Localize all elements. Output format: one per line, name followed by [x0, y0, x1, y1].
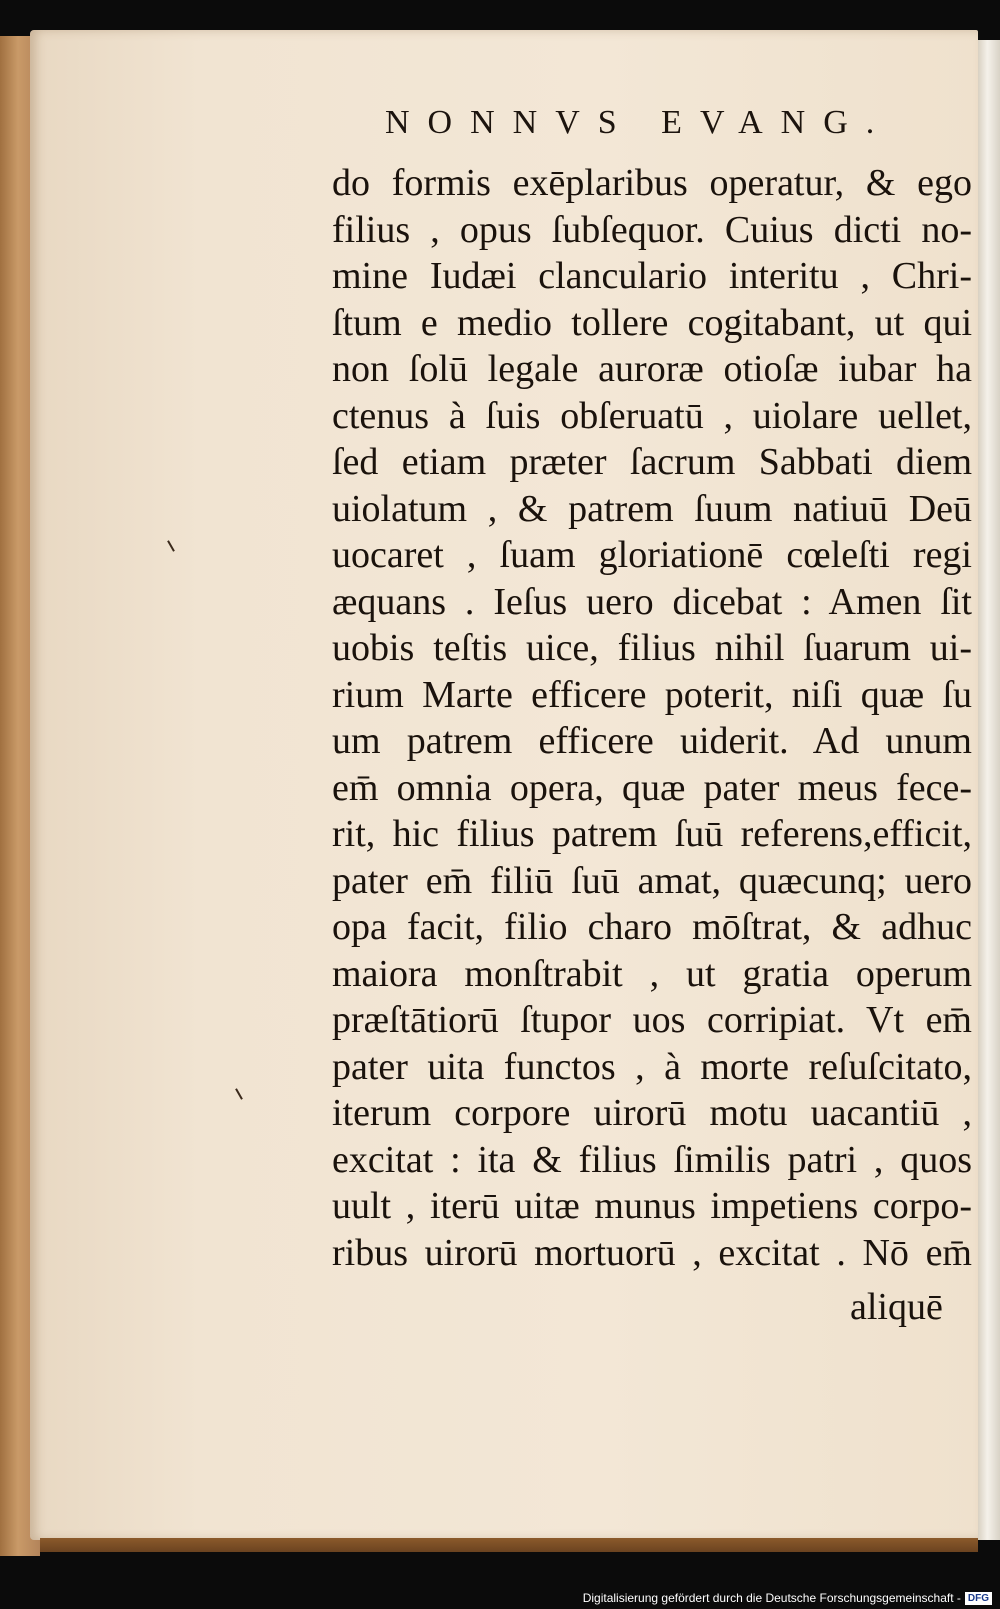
- text-line: uult , iterū uitæ munus impetiens corpo-: [332, 1185, 972, 1227]
- dfg-logo: DFG: [965, 1592, 992, 1605]
- text-line: rium Marte efficere poterit, niſi quæ ſu: [332, 673, 972, 716]
- text-line: do formis exēplaribus operatur, & ego: [332, 162, 972, 204]
- text-line: excitat : ita & filius ſimilis patri , quos: [332, 1138, 972, 1181]
- text-line: uocaret , ſuam gloriationē cœleſti regi: [332, 534, 972, 576]
- text-line: filius , opus ſubſequor. Cuius dicti no-: [332, 208, 972, 251]
- text-line: um patrem efficere uiderit. Ad unum: [332, 720, 972, 762]
- catchword: aliquē: [850, 1286, 943, 1328]
- credit-text: Digitalisierung gefördert durch die Deutsche Forschungsgemeinschaft -: [582, 1591, 961, 1605]
- text-line: pater uita functos , à morte reſuſcitato,: [332, 1045, 972, 1088]
- running-header: NONNVS EVANG.: [385, 104, 893, 141]
- page-stack-edge: [975, 40, 1000, 1540]
- text-line: ribus uirorū mortuorū , excitat . Nō em̄: [332, 1231, 972, 1274]
- text-line: ſed etiam præter ſacrum Sabbati diem: [332, 441, 972, 483]
- page-text: [332, 160, 972, 1276]
- text-line: mine Iudæi clanculario interitu , Chri-: [332, 255, 972, 297]
- digitization-credit: [583, 1591, 992, 1605]
- text-line: uobis teſtis uice, filius nihil ſuarum ui-: [332, 627, 972, 669]
- text-line: rit, hic filius patrem ſuū referens,efficit,: [332, 813, 972, 855]
- text-line: em̄ omnia opera, quæ pater meus fece-: [332, 766, 972, 809]
- text-line: uiolatum , & patrem ſuum natiuū Deū: [332, 487, 972, 530]
- text-line: ſtum e medio tollere cogitabant, ut qui: [332, 301, 972, 344]
- text-line: pater em̄ filiū ſuū amat, quæcunq; uero: [332, 859, 972, 902]
- text-line: opa facit, filio charo mōſtrat, & adhuc: [332, 906, 972, 948]
- text-line: maiora monſtrabit , ut gratia operum: [332, 952, 972, 995]
- text-line: iterum corpore uirorū motu uacantiū ,: [332, 1092, 972, 1134]
- text-line: ctenus à ſuis obſeruatū , uiolare uellet,: [332, 394, 972, 437]
- text-line: æquans . Ieſus uero dicebat : Amen ſit: [332, 580, 972, 623]
- book-bottom-edge: [40, 1538, 978, 1552]
- text-line: præſtātiorū ſtupor uos corripiat. Vt em̄: [332, 999, 972, 1041]
- text-line: non ſolū legale auroræ otioſæ iubar ha: [332, 348, 972, 390]
